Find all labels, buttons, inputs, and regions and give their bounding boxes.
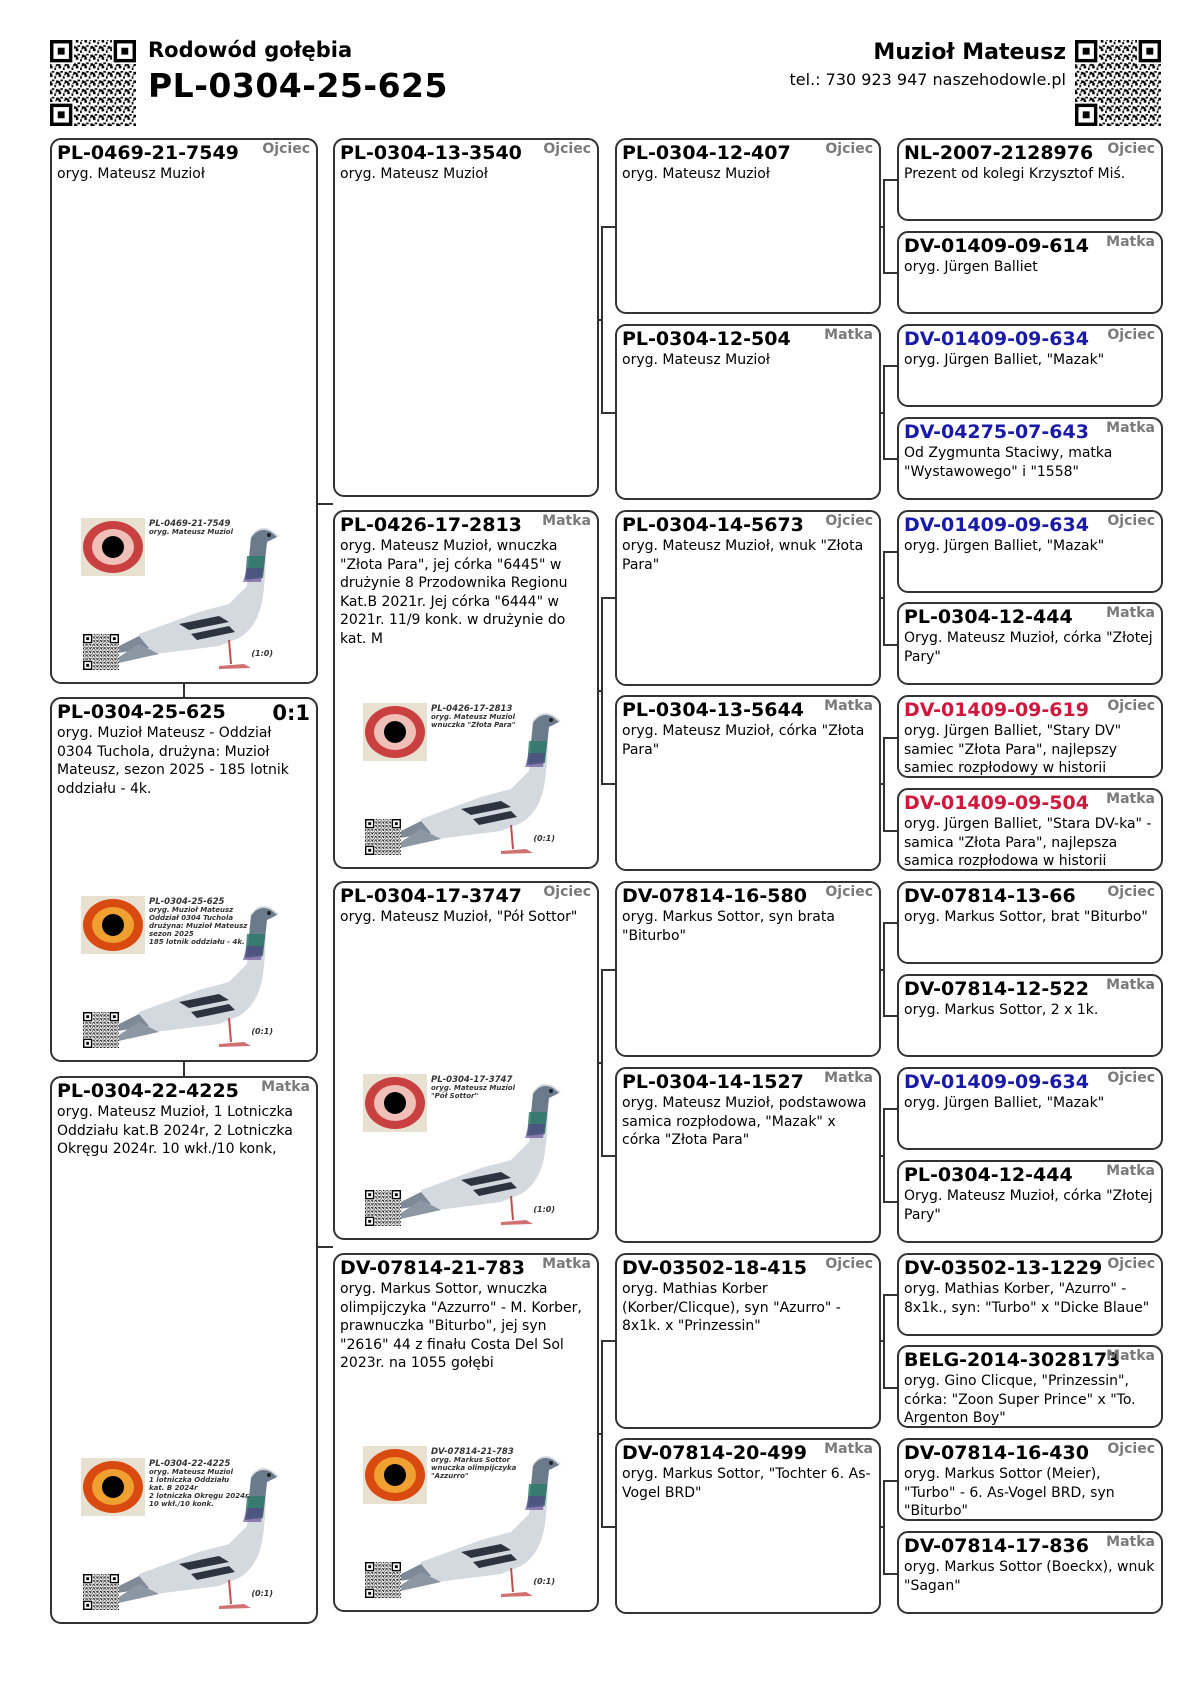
ring-number: DV-07814-16-580 (622, 885, 807, 907)
connector-line (883, 179, 897, 181)
photo-qr-code-icon (83, 1012, 119, 1048)
ring-number: DV-04275-07-643 (904, 421, 1089, 443)
ring-number: DV-01409-09-634 (904, 1071, 1089, 1093)
ring-number: PL-0304-22-4225 (57, 1080, 239, 1102)
pigeon-description: oryg. Markus Sottor, syn brata "Biturbo" (622, 909, 835, 944)
ring-number: PL-0304-12-444 (904, 1164, 1073, 1186)
ring-number: DV-07814-21-783 (340, 1257, 525, 1279)
pigeon-description: oryg. Jürgen Balliet, "Stary DV" samiec "Złota Para", najlepszy samiec rozpłodowy w historii (904, 723, 1122, 776)
connector-line (601, 1526, 615, 1528)
ring-number: DV-07814-13-66 (904, 885, 1076, 907)
connector-line (601, 783, 615, 785)
connector-line (883, 922, 897, 924)
sex-label: Ojciec (825, 141, 873, 157)
sex-label: Matka (1106, 1348, 1155, 1364)
photo-qr-code-icon (83, 634, 119, 670)
pigeon-description: oryg. Markus Sottor, wnuczka olimpijczyka "Azzurro" - M. Korber, prawnuczka "Biturbo", jej syn "2616" 44 z finału Costa Del Sol 2023r. na 1055 gołębi (340, 1281, 582, 1371)
sex-label: Matka (824, 698, 873, 714)
gen3-ancestor-card[interactable] (615, 695, 881, 871)
connector-line (601, 412, 615, 414)
sex-label: Matka (1106, 605, 1155, 621)
gen4-ancestor-card[interactable] (897, 231, 1163, 314)
ring-number: PL-0304-12-444 (904, 606, 1073, 628)
pigeon-photo-card[interactable] (79, 516, 283, 674)
ring-number: DV-03502-13-1229 (904, 1257, 1103, 1279)
sex-label: Ojciec (1107, 1070, 1155, 1086)
pigeon-description: oryg. Mathias Korber, "Azurro" - 8x1k., syn: "Turbo" x "Dicke Blaue" (904, 1281, 1150, 1316)
sex-label: Ojciec (825, 513, 873, 529)
sex-label: Matka (1106, 420, 1155, 436)
gen4-ancestor-card[interactable] (897, 1253, 1163, 1336)
connector-line (883, 1387, 897, 1389)
gen4-ancestor-card[interactable] (897, 1438, 1163, 1521)
header-left-qr-code-icon[interactable] (50, 40, 136, 126)
ring-number: DV-01409-09-634 (904, 514, 1089, 536)
connector-line (601, 969, 603, 1155)
photo-caption (431, 705, 515, 729)
gen4-ancestor-card[interactable] (897, 974, 1163, 1057)
photo-qr-code-icon (365, 819, 401, 855)
pigeon-photo-card[interactable] (361, 1444, 565, 1602)
pigeon-description: oryg. Muzioł Mateusz - Oddział 0304 Tuchola, drużyna: Muzioł Mateusz, sezon 2025 - 185 lotnik oddziału - 4k. (57, 725, 289, 797)
pigeon-photo-card[interactable] (361, 701, 565, 859)
connector-line (601, 226, 615, 228)
pigeon-description: Oryg. Mateusz Muzioł, córka "Złotej Pary" (904, 630, 1153, 665)
ring-number: PL-0469-21-7549 (57, 142, 239, 164)
pigeon-photo-card[interactable] (79, 1456, 283, 1614)
photo-ring-number: PL-0304-25-625 (149, 897, 225, 907)
pigeon-description: Prezent od kolegi Krzysztof Miś. (904, 166, 1126, 182)
connector-line (883, 1108, 885, 1201)
header-right-qr-code-icon[interactable] (1075, 40, 1161, 126)
sex-label: Ojciec (1107, 698, 1155, 714)
sex-label: Ojciec (543, 884, 591, 900)
pigeon-description: oryg. Jürgen Balliet, "Mazak" (904, 1095, 1105, 1111)
gen4-ancestor-card[interactable] (897, 788, 1163, 871)
sex-label: Ojciec (1107, 513, 1155, 529)
gen4-ancestor-card[interactable] (897, 1160, 1163, 1243)
sex-label: Ojciec (1107, 884, 1155, 900)
sex-label: Matka (1106, 791, 1155, 807)
connector-line (883, 179, 885, 272)
connector-line (601, 969, 615, 971)
connector-line (601, 1340, 603, 1526)
photo-caption (431, 1448, 516, 1480)
connector-line (883, 272, 897, 274)
connector-line (883, 1480, 885, 1573)
gen4-ancestor-card[interactable] (897, 138, 1163, 221)
owner-name: Muzioł Mateusz (873, 40, 1066, 65)
connector-line (601, 1155, 615, 1157)
connector-line (883, 1015, 897, 1017)
gen2-ancestor-card[interactable] (333, 138, 599, 497)
connector-line (883, 1294, 885, 1387)
sex-label: Matka (542, 1256, 591, 1272)
pigeon-description: oryg. Jürgen Balliet (904, 259, 1038, 275)
gen4-ancestor-card[interactable] (897, 695, 1163, 778)
connector-line (883, 1573, 897, 1575)
photo-qr-code-icon (365, 1190, 401, 1226)
connector-line (318, 503, 333, 505)
gen3-ancestor-card[interactable] (615, 1438, 881, 1614)
sex-label: Matka (1106, 234, 1155, 250)
photo-caption-text: oryg. Mateusz Muziol wnuczka "Złota Para" (431, 713, 516, 729)
sex-label: Matka (824, 1441, 873, 1457)
sex-label: Matka (261, 1079, 310, 1095)
sex-label: Matka (542, 513, 591, 529)
gen4-ancestor-card[interactable] (897, 602, 1163, 685)
photo-ring-number: PL-0426-17-2813 (431, 704, 513, 714)
gen4-ancestor-card[interactable] (897, 1531, 1163, 1614)
gen3-ancestor-card[interactable] (615, 324, 881, 500)
pigeon-description: oryg. Mateusz Muzioł (622, 352, 770, 368)
connector-line (183, 684, 185, 697)
ring-number: PL-0304-14-5673 (622, 514, 804, 536)
eye-image (363, 703, 427, 761)
connector-line (883, 737, 897, 739)
pigeon-description: oryg. Mateusz Muzioł, córka "Złota Para" (622, 723, 865, 758)
photo-sex-ratio: (1:0) (251, 649, 273, 658)
eye-image (363, 1446, 427, 1504)
gen4-ancestor-card[interactable] (897, 1345, 1163, 1428)
ring-number: PL-0304-13-3540 (340, 142, 522, 164)
photo-caption-text: oryg. Mateusz Muziol "Pół Sottor" (431, 1084, 516, 1100)
sex-label: Ojciec (825, 1256, 873, 1272)
gen2-ancestor-card[interactable] (333, 510, 599, 869)
ring-number: DV-01409-09-634 (904, 328, 1089, 350)
pigeon-photo-card[interactable] (79, 894, 283, 1052)
ring-number: PL-0304-12-504 (622, 328, 791, 350)
connector-line (883, 1108, 897, 1110)
gen2-ancestor-card[interactable] (333, 1253, 599, 1612)
photo-qr-code-icon (365, 1562, 401, 1598)
pigeon-description: oryg. Markus Sottor (Meier), "Turbo" - 6. As-Vogel BRD, syn "Biturbo" (904, 1466, 1115, 1519)
connector-line (318, 1246, 333, 1248)
pigeon-description: Oryg. Mateusz Muzioł, córka "Złotej Pary" (904, 1188, 1153, 1223)
ring-number: PL-0304-12-407 (622, 142, 791, 164)
photo-caption (149, 1460, 250, 1508)
sex-label: 0:1 (272, 701, 310, 725)
subject-pigeon-card[interactable] (50, 697, 318, 1062)
sex-label: Ojciec (543, 141, 591, 157)
gen4-ancestor-card[interactable] (897, 417, 1163, 500)
ring-number: DV-07814-20-499 (622, 1442, 807, 1464)
gen3-ancestor-card[interactable] (615, 138, 881, 314)
gen3-ancestor-card[interactable] (615, 510, 881, 686)
pigeon-description: oryg. Mateusz Muzioł, wnuczka "Złota Para", jej córka "6445" w drużynie 8 Przodownika Regionu Kat.B 2021r. Jej córka "6444" w 2021r. 11/9 konk. w drużynie do kat. M (340, 538, 568, 647)
sire-card[interactable] (50, 138, 318, 684)
ring-number: PL-0304-17-3747 (340, 885, 522, 907)
sex-label: Ojciec (262, 141, 310, 157)
ring-number: DV-03502-18-415 (622, 1257, 807, 1279)
pigeon-description: oryg. Markus Sottor, brat "Biturbo" (904, 909, 1148, 925)
pigeon-description: oryg. Jürgen Balliet, "Mazak" (904, 538, 1105, 554)
connector-line (601, 597, 603, 783)
photo-sex-ratio: (0:1) (251, 1027, 273, 1036)
photo-caption (149, 520, 233, 536)
gen3-ancestor-card[interactable] (615, 1253, 881, 1429)
pigeon-description: Od Zygmunta Staciwy, matka "Wystawowego" i "1558" (904, 445, 1113, 480)
photo-ring-number: PL-0304-22-4225 (149, 1459, 231, 1469)
pigeon-description: oryg. Markus Sottor (Boeckx), wnuk "Sagan" (904, 1559, 1155, 1594)
ring-number: DV-07814-17-836 (904, 1535, 1089, 1557)
sex-label: Matka (1106, 1163, 1155, 1179)
pigeon-description: oryg. Mateusz Muzioł, "Pół Sottor" (340, 909, 578, 925)
sex-label: Matka (1106, 977, 1155, 993)
gen4-ancestor-card[interactable] (897, 324, 1163, 407)
photo-ring-number: PL-0469-21-7549 (149, 519, 231, 529)
sex-label: Ojciec (1107, 327, 1155, 343)
connector-line (883, 365, 897, 367)
gen4-ancestor-card[interactable] (897, 881, 1163, 964)
sex-label: Ojciec (1107, 141, 1155, 157)
photo-sex-ratio: (0:1) (533, 834, 555, 843)
connector-line (601, 597, 615, 599)
pigeon-description: oryg. Mateusz Muzioł, wnuk "Złota Para" (622, 538, 864, 573)
gen2-ancestor-card[interactable] (333, 881, 599, 1240)
pigeon-description: oryg. Jürgen Balliet, "Stara DV-ka" - samica "Złota Para", najlepsza samica rozpłodowa w historii (904, 816, 1152, 869)
eye-image (363, 1074, 427, 1132)
pigeon-description: oryg. Mateusz Muzioł (57, 166, 205, 182)
connector-line (883, 458, 897, 460)
gen3-ancestor-card[interactable] (615, 881, 881, 1057)
connector-line (601, 1340, 615, 1342)
connector-line (883, 737, 885, 830)
photo-sex-ratio: (0:1) (533, 1577, 555, 1586)
pigeon-description: oryg. Gino Clicque, "Prinzessin", córka: "Zoon Super Prince" x "To. Argenton Boy" (904, 1373, 1136, 1426)
connector-line (883, 830, 897, 832)
photo-qr-code-icon (83, 1574, 119, 1610)
owner-contact: tel.: 730 923 947 naszehodowle.pl (789, 70, 1066, 89)
sex-label: Matka (824, 1070, 873, 1086)
photo-caption-text: oryg. Markus Sottor wnuczka olimpijczyka "Azzurro" (431, 1456, 517, 1480)
gen3-ancestor-card[interactable] (615, 1067, 881, 1243)
eye-image (81, 896, 145, 954)
gen4-ancestor-card[interactable] (897, 1067, 1163, 1150)
ring-number: PL-0304-13-5644 (622, 699, 804, 721)
connector-line (883, 922, 885, 1015)
eye-image (81, 518, 145, 576)
connector-line (883, 644, 897, 646)
photo-ring-number: DV-07814-21-783 (431, 1447, 514, 1457)
document-ring-number: PL-0304-25-625 (148, 66, 448, 105)
document-subtitle: Rodowód gołębia (148, 38, 353, 62)
connector-line (883, 551, 897, 553)
ring-number: DV-01409-09-504 (904, 792, 1089, 814)
connector-line (883, 1480, 897, 1482)
photo-caption-text: oryg. Mateusz Muziol 1 lotniczka Oddziału kat. B 2024r 2 lotniczka Okręgu 2024r. 10 wkł./10 konk. (149, 1468, 251, 1508)
pigeon-description: oryg. Mateusz Muzioł (340, 166, 488, 182)
ring-number: PL-0304-14-1527 (622, 1071, 804, 1093)
connector-line (883, 365, 885, 458)
ring-number: BELG-2014-3028173 (904, 1349, 1121, 1371)
pigeon-description: oryg. Mateusz Muzioł, 1 Lotniczka Oddziału kat.B 2024r, 2 Lotniczka Okręgu 2024r. 10 wkł./10 konk, (57, 1104, 293, 1157)
photo-caption-text: oryg. Muzioł Mateusz Oddział 0304 Tuchola drużyna: Muzioł Mateusz sezon 2025 185 lotnik oddziału - 4k. (149, 906, 248, 946)
pigeon-description: oryg. Markus Sottor, "Tochter 6. As-Vogel BRD" (622, 1466, 871, 1501)
photo-sex-ratio: (1:0) (533, 1205, 555, 1214)
sex-label: Matka (824, 327, 873, 343)
pigeon-description: oryg. Mateusz Muzioł, podstawowa samica rozpłodowa, "Mazak" x córka "Złota Para" (622, 1095, 867, 1148)
ring-number: DV-01409-09-614 (904, 235, 1089, 257)
connector-line (883, 1201, 897, 1203)
sex-label: Ojciec (1107, 1256, 1155, 1272)
sex-label: Ojciec (1107, 1441, 1155, 1457)
photo-ring-number: PL-0304-17-3747 (431, 1075, 513, 1085)
ring-number: DV-07814-12-522 (904, 978, 1089, 1000)
connector-line (601, 226, 603, 412)
pigeon-photo-card[interactable] (361, 1072, 565, 1230)
ring-number: DV-01409-09-619 (904, 699, 1089, 721)
connector-line (183, 1062, 185, 1076)
eye-image (81, 1458, 145, 1516)
pigeon-description: oryg. Mateusz Muzioł (622, 166, 770, 182)
gen4-ancestor-card[interactable] (897, 510, 1163, 593)
photo-caption-text: oryg. Mateusz Muziol (149, 528, 234, 536)
pigeon-description: oryg. Markus Sottor, 2 x 1k. (904, 1002, 1099, 1018)
pigeon-description: oryg. Jürgen Balliet, "Mazak" (904, 352, 1105, 368)
ring-number: PL-0426-17-2813 (340, 514, 522, 536)
connector-line (883, 1294, 897, 1296)
dam-card[interactable] (50, 1076, 318, 1624)
sex-label: Ojciec (825, 884, 873, 900)
ring-number: DV-07814-16-430 (904, 1442, 1089, 1464)
photo-caption (431, 1076, 515, 1100)
connector-line (883, 551, 885, 644)
ring-number: PL-0304-25-625 (57, 701, 226, 723)
ring-number: NL-2007-2128976 (904, 142, 1094, 164)
photo-caption (149, 898, 247, 946)
pigeon-description: oryg. Mathias Korber (Korber/Clicque), syn "Azurro" - 8x1k. x "Prinzessin" (622, 1281, 841, 1334)
sex-label: Matka (1106, 1534, 1155, 1550)
photo-sex-ratio: (0:1) (251, 1589, 273, 1598)
